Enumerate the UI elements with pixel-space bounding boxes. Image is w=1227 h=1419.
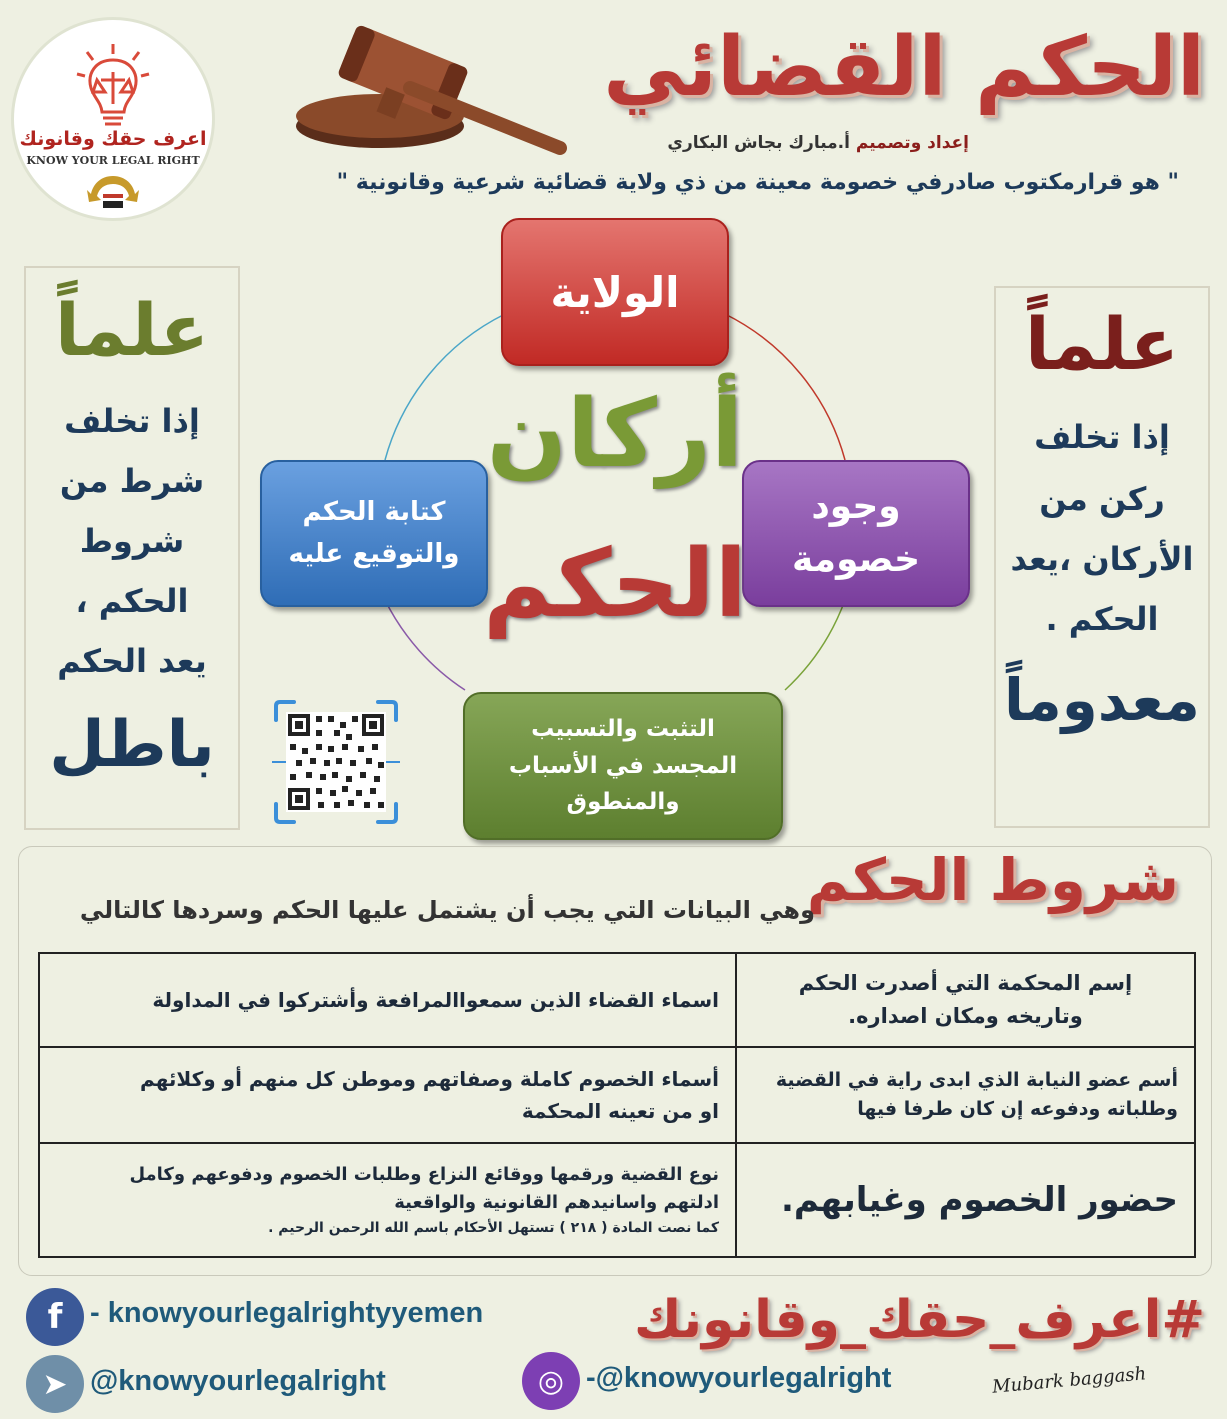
table-cell bbox=[39, 1143, 736, 1257]
conditions-title: شروط الحكم bbox=[806, 846, 1179, 914]
instagram-glyph: ◎ bbox=[537, 1363, 565, 1399]
center-title-judgment: الحكم bbox=[483, 530, 747, 639]
left-note-title: علماً bbox=[55, 288, 209, 372]
right-note-panel bbox=[994, 286, 1210, 828]
author-credit bbox=[667, 133, 969, 153]
signature: Mubark baggash bbox=[991, 1363, 1147, 1398]
left-note-line: شروط bbox=[79, 522, 185, 560]
cell-line: إسم المحكمة التي أصدرت الحكم bbox=[798, 971, 1133, 996]
credit-name: أ.مبارك بجاش البكاري bbox=[667, 133, 850, 153]
cell-line: نوع القضية ورقمها ووقائع النزاع وطلبات الخصوم ودفوعهم وكامل bbox=[129, 1163, 719, 1185]
left-note-line: الحكم ، bbox=[75, 582, 189, 620]
pillar-reasoning-line: التثبت والتسبيب bbox=[531, 715, 715, 742]
pillar-writing bbox=[260, 460, 488, 607]
hashtag: #اعرف_حقك_وقانونك bbox=[634, 1290, 1205, 1350]
pillar-dispute bbox=[742, 460, 970, 607]
left-note-panel bbox=[24, 266, 240, 830]
cell-line: كما نصت المادة ( ٢١٨ ) تستهل الأحكام باسم الله الرحمن الرحيم . bbox=[268, 1219, 719, 1236]
facebook-icon[interactable] bbox=[26, 1288, 84, 1346]
cell-line: أسماء الخصوم كاملة وصفاتهم وموطن كل منهم أو وكلائهم bbox=[140, 1067, 719, 1091]
pillar-reasoning-line: المجسد في الأسباب bbox=[508, 752, 738, 779]
conditions-intro: وهي البيانات التي يجب أن يشتمل عليها الحكم وسردها كالتالي bbox=[79, 896, 815, 924]
pillar-jurisdiction bbox=[501, 218, 729, 366]
facebook-link[interactable]: - knowyourlegalrightyyemen bbox=[90, 1297, 484, 1329]
instagram-link[interactable]: -@knowyourlegalright bbox=[586, 1362, 892, 1394]
cell-line: أسم عضو النيابة الذي ابدى راية في القضية bbox=[775, 1068, 1178, 1091]
lightbulb-scale-icon bbox=[73, 42, 153, 142]
right-note-result: معدوماً bbox=[1004, 666, 1200, 734]
table-row bbox=[39, 1143, 1195, 1257]
pillar-jurisdiction-label: الولاية bbox=[550, 267, 680, 317]
cell-line: اسماء القضاء الذين سمعواالمرافعة وأشتركوا في المداولة bbox=[152, 988, 719, 1012]
cell-line: وطلباته ودفوعه إن كان طرفا فيها bbox=[857, 1098, 1178, 1120]
cell-line: ادلتهم واسانيدهم القانونية والواقعية bbox=[394, 1191, 719, 1213]
cell-line: وتاريخه ومكان اصداره. bbox=[848, 1004, 1083, 1028]
right-note-title: علماً bbox=[1025, 302, 1179, 386]
right-note-line: إذا تخلف bbox=[1034, 418, 1170, 456]
logo bbox=[14, 20, 212, 218]
center-title-pillars: أركان bbox=[486, 380, 744, 489]
table-cell bbox=[39, 1047, 736, 1143]
pillar-writing-line: والتوقيع عليه bbox=[288, 538, 460, 569]
right-note-line: ركن من bbox=[1039, 480, 1165, 518]
right-note-line: الأركان ،يعد bbox=[1010, 540, 1194, 578]
left-note-result: باطل bbox=[49, 708, 215, 782]
left-note-line: يعد الحكم bbox=[57, 642, 207, 680]
qr-code[interactable] bbox=[272, 698, 400, 826]
telegram-icon[interactable] bbox=[26, 1355, 84, 1413]
pillar-reasoning-line: والمنطوق bbox=[566, 789, 680, 816]
gavel-icon bbox=[270, 18, 570, 178]
left-note-line: شرط من bbox=[59, 462, 205, 500]
cell-line: او من تعينه المحكمة bbox=[521, 1099, 719, 1123]
table-cell bbox=[736, 1143, 1195, 1257]
instagram-icon[interactable] bbox=[522, 1352, 580, 1410]
logo-english-text: KNOW YOUR LEGAL RIGHT bbox=[26, 154, 200, 167]
facebook-glyph: f bbox=[47, 1297, 63, 1337]
right-note-line: الحكم . bbox=[1045, 600, 1159, 638]
credit-prefix: إعداد وتصميم bbox=[855, 133, 969, 153]
yemen-emblem-icon bbox=[83, 172, 143, 216]
page-title: الحكم القضائي bbox=[603, 20, 1205, 115]
left-note-line: إذا تخلف bbox=[64, 402, 200, 440]
pillar-dispute-line: وجود bbox=[811, 486, 901, 528]
conditions-table bbox=[38, 952, 1196, 1258]
table-cell bbox=[736, 953, 1195, 1047]
table-row bbox=[39, 953, 1195, 1047]
pillar-writing-line: كتابة الحكم bbox=[302, 496, 446, 527]
cell-line: حضور الخصوم وغيابهم. bbox=[780, 1179, 1178, 1220]
pillar-reasoning bbox=[463, 692, 783, 840]
pillar-dispute-line: خصومة bbox=[791, 538, 921, 580]
table-row bbox=[39, 1047, 1195, 1143]
telegram-glyph: ➤ bbox=[42, 1366, 68, 1402]
table-cell bbox=[736, 1047, 1195, 1143]
table-cell bbox=[39, 953, 736, 1047]
definition-text: " هو قرارمكتوب صادرفي خصومة معينة من ذي ولاية قضائية شرعية وقانونية " bbox=[336, 170, 1179, 195]
logo-arabic-text: اعرف حقك وقانونك bbox=[19, 128, 207, 150]
telegram-link[interactable]: @knowyourlegalright bbox=[90, 1365, 386, 1397]
